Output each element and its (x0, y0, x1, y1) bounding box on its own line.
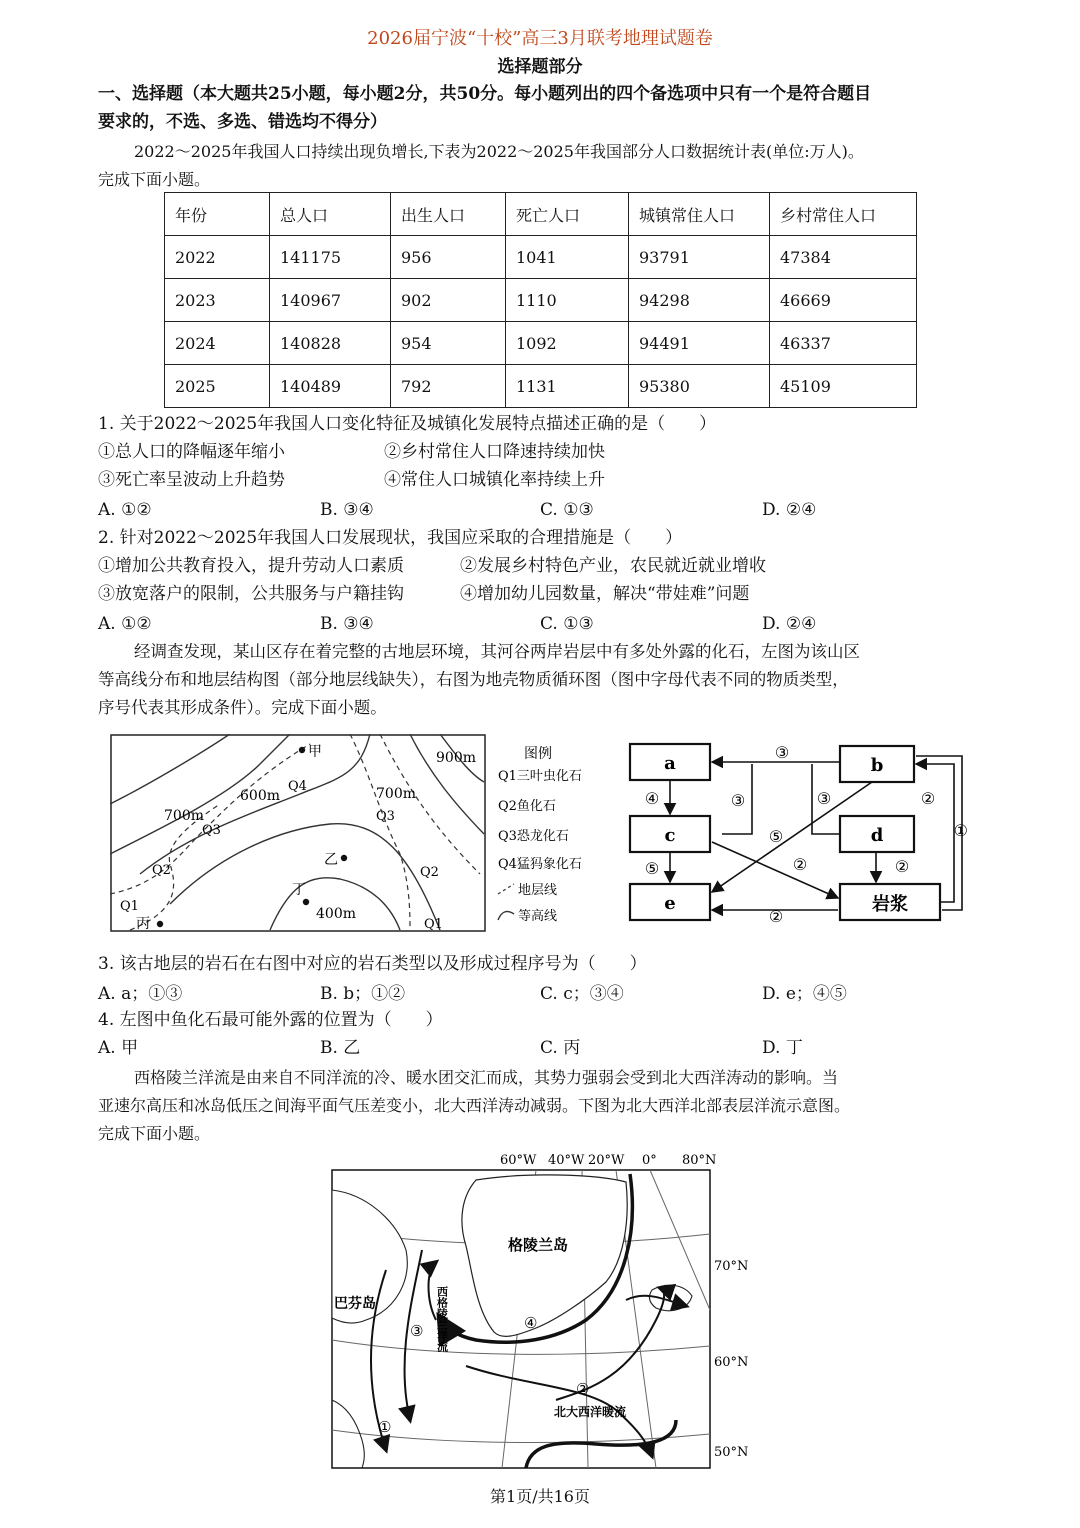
fossil-label: Q3 (202, 823, 221, 838)
latitude-label: 70°N (714, 1259, 749, 1274)
question-2-stem: 2. 针对2022～2025年我国人口发展现状，我国应采取的合理措施是（ ） (98, 528, 683, 548)
table-header-cell: 乡村常住人口 (770, 193, 917, 236)
table-cell: 1131 (506, 365, 629, 408)
elevation-label: 700m (376, 786, 416, 802)
table-cell: 94298 (629, 279, 770, 322)
page-number: 第1页/共16页 (490, 1487, 590, 1506)
intro-1-line-2: 完成下面小题。 (98, 170, 211, 189)
instructions-line-1: 一、选择题（本大题共25小题，每小题2分，共50分。每小题列出的四个备选项中只有一个是符合题目 (98, 84, 872, 104)
table-row (165, 322, 917, 365)
longitude-label: 60°W (500, 1153, 537, 1168)
longitude-label: 20°W (588, 1153, 625, 1168)
process-number: ② (920, 789, 936, 808)
table-cell: 2023 (165, 279, 270, 322)
exam-title: 2026届宁波“十校”高三3月联考地理试题卷 (367, 28, 713, 49)
fossil-label: Q1 (120, 899, 139, 914)
process-number: ② (768, 907, 784, 926)
longitude-label: 0° (642, 1153, 657, 1168)
question-4-stem: 4. 左图中鱼化石最可能外露的位置为（ ） (98, 1010, 443, 1030)
legend-item: 地层线 (518, 883, 558, 898)
legend-title: 图例 (524, 746, 552, 762)
point-label-ding: 丁 (292, 882, 306, 898)
rock-cycle-diagram (622, 738, 974, 926)
question-1-option-d[interactable]: D. ②④ (762, 500, 817, 520)
box-magma: 岩浆 (872, 894, 908, 915)
section-heading: 选择题部分 (497, 57, 583, 77)
latitude-label: 80°N (682, 1153, 717, 1168)
table-cell: 46337 (770, 322, 917, 365)
elevation-label: 900m (436, 750, 476, 766)
west-greenland-current-label: 西格陵兰洋流 (435, 1286, 449, 1352)
box-d: d (870, 825, 884, 846)
table-cell: 94491 (629, 322, 770, 365)
current-marker: ③ (410, 1322, 424, 1340)
legend-item: Q1三叶虫化石 (498, 769, 582, 784)
table-cell: 2024 (165, 322, 270, 365)
table-cell: 956 (391, 236, 506, 279)
question-1-option-a[interactable]: A. ①② (98, 500, 152, 520)
elevation-label: 400m (316, 906, 356, 922)
point-label-bing: 丙 (136, 916, 150, 932)
question-1-stem: 1. 关于2022～2025年我国人口变化特征及城镇化发展特点描述正确的是（ ） (98, 414, 717, 434)
box-e: e (664, 893, 676, 914)
fossil-label: Q1 (424, 917, 443, 932)
table-header-cell: 城镇常住人口 (629, 193, 770, 236)
question-3-option-a[interactable]: A. a；①③ (98, 984, 183, 1004)
question-2-option-d[interactable]: D. ②④ (762, 614, 817, 634)
table-cell: 2025 (165, 365, 270, 408)
north-atlantic-current-map (326, 1150, 756, 1474)
baffin-island-label: 巴芬岛 (334, 1296, 376, 1312)
current-marker: ④ (524, 1314, 538, 1332)
process-number: ① (953, 821, 968, 840)
north-atlantic-drift-label: 北大西洋暖流 (554, 1405, 627, 1419)
greenland-label: 格陵兰岛 (508, 1236, 569, 1254)
question-2-statement: ④增加幼儿园数量，解决“带娃难”问题 (460, 584, 750, 604)
intro-2-line-3: 序号代表其形成条件）。完成下面小题。 (98, 698, 387, 717)
intro-2-line-1: 经调查发现，某山区存在着完整的古地层环境，其河谷两岸岩层中有多处外露的化石，左图为该山区 (134, 642, 860, 661)
question-2-statement: ②发展乡村特色产业，农民就近就业增收 (460, 556, 766, 576)
table-row (165, 279, 917, 322)
process-number: ③ (730, 791, 746, 810)
table-cell: 2022 (165, 236, 270, 279)
process-number: ⑤ (644, 859, 660, 878)
question-2-statement: ③放宽落户的限制，公共服务与户籍挂钩 (98, 584, 404, 604)
box-b: b (870, 755, 884, 776)
question-3-option-b[interactable]: B. b；①② (320, 984, 406, 1004)
box-c: c (664, 825, 676, 846)
table-cell: 140967 (270, 279, 391, 322)
question-4-option-d[interactable]: D. 丁 (762, 1038, 803, 1058)
current-marker: ② (576, 1380, 590, 1398)
table-row (165, 365, 917, 408)
table-cell: 1092 (506, 322, 629, 365)
table-cell: 46669 (770, 279, 917, 322)
instructions-line-2: 要求的，不选、多选、错选均不得分） (98, 112, 387, 132)
process-number: ⑤ (768, 827, 784, 846)
latitude-label: 60°N (714, 1355, 749, 1370)
legend-item: Q3恐龙化石 (498, 829, 569, 844)
elevation-label: 700m (164, 808, 204, 824)
point-label-yi: 乙 (324, 852, 338, 868)
intro-1-line-1: 2022～2025年我国人口持续出现负增长,下表为2022～2025年我国部分人口数据统计表(单位:万人)。 (134, 142, 864, 161)
table-cell: 45109 (770, 365, 917, 408)
question-3-stem: 3. 该古地层的岩石在右图中对应的岩石类型以及形成过程序号为（ ） (98, 954, 647, 974)
table-cell: 47384 (770, 236, 917, 279)
longitude-label: 40°W (548, 1153, 585, 1168)
table-cell: 140489 (270, 365, 391, 408)
question-2-statement: ①增加公共教育投入，提升劳动人口素质 (98, 556, 404, 576)
fossil-label: Q2 (152, 863, 171, 878)
current-marker: ① (378, 1418, 392, 1436)
question-1-statement: ②乡村常住人口降速持续加快 (384, 442, 605, 462)
table-header-cell: 出生人口 (391, 193, 506, 236)
fossil-label: Q4 (288, 779, 307, 794)
question-2-option-b[interactable]: B. ③④ (320, 614, 374, 634)
intro-3-line-3: 完成下面小题。 (98, 1124, 211, 1143)
process-number: ② (792, 855, 808, 874)
question-1-statement: ③死亡率呈波动上升趋势 (98, 470, 285, 490)
question-3-option-c[interactable]: C. c；③④ (540, 984, 624, 1004)
fossil-label: Q3 (376, 809, 395, 824)
question-2-option-c[interactable]: C. ①③ (540, 614, 594, 634)
process-number: ② (894, 857, 910, 876)
table-cell: 792 (391, 365, 506, 408)
table-cell: 902 (391, 279, 506, 322)
intro-2-line-2: 等高线分布和地层结构图（部分地层线缺失），右图为地壳物质循环图（图中字母代表不同的物质类型， (98, 670, 849, 689)
table-cell: 93791 (629, 236, 770, 279)
elevation-label: 600m (240, 788, 280, 804)
table-header-cell: 总人口 (270, 193, 391, 236)
table-cell: 1110 (506, 279, 629, 322)
question-4-option-b[interactable]: B. 乙 (320, 1038, 361, 1058)
legend-item: 等高线 (518, 909, 558, 924)
table-header-cell: 年份 (165, 193, 270, 236)
intro-3-line-2: 亚速尔高压和冰岛低压之间海平面气压差变小，北大西洋涛动减弱。下图为北大西洋北部表层洋流示意图。 (98, 1096, 851, 1115)
question-2-option-a[interactable]: A. ①② (98, 614, 152, 634)
intro-3-line-1: 西格陵兰洋流是由来自不同洋流的冷、暖水团交汇而成，其势力强弱会受到北大西洋涛动的影响。当 (134, 1068, 839, 1087)
population-table (164, 192, 917, 408)
question-1-statement: ①总人口的降幅逐年缩小 (98, 442, 285, 462)
process-number: ④ (644, 789, 660, 808)
process-number: ③ (816, 789, 832, 808)
latitude-label: 50°N (714, 1445, 749, 1460)
table-header-cell: 死亡人口 (506, 193, 629, 236)
legend-item: Q2鱼化石 (498, 799, 556, 814)
process-number: ③ (774, 743, 790, 762)
table-row (165, 236, 917, 279)
question-3-option-d[interactable]: D. e；④⑤ (762, 984, 847, 1004)
question-1-option-c[interactable]: C. ①③ (540, 500, 594, 520)
question-4-option-c[interactable]: C. 丙 (540, 1038, 581, 1058)
legend-item: Q4猛犸象化石 (498, 857, 582, 872)
box-a: a (664, 753, 676, 774)
table-cell: 954 (391, 322, 506, 365)
fossil-label: Q2 (420, 865, 439, 880)
table-header-row (165, 193, 917, 236)
point-label-jia: 甲 (308, 744, 322, 760)
question-1-statement: ④常住人口城镇化率持续上升 (384, 470, 605, 490)
table-cell: 95380 (629, 365, 770, 408)
question-4-option-a[interactable]: A. 甲 (98, 1038, 139, 1058)
table-cell: 140828 (270, 322, 391, 365)
contour-stratum-map (110, 734, 600, 934)
table-cell: 141175 (270, 236, 391, 279)
table-cell: 1041 (506, 236, 629, 279)
question-1-option-b[interactable]: B. ③④ (320, 500, 374, 520)
